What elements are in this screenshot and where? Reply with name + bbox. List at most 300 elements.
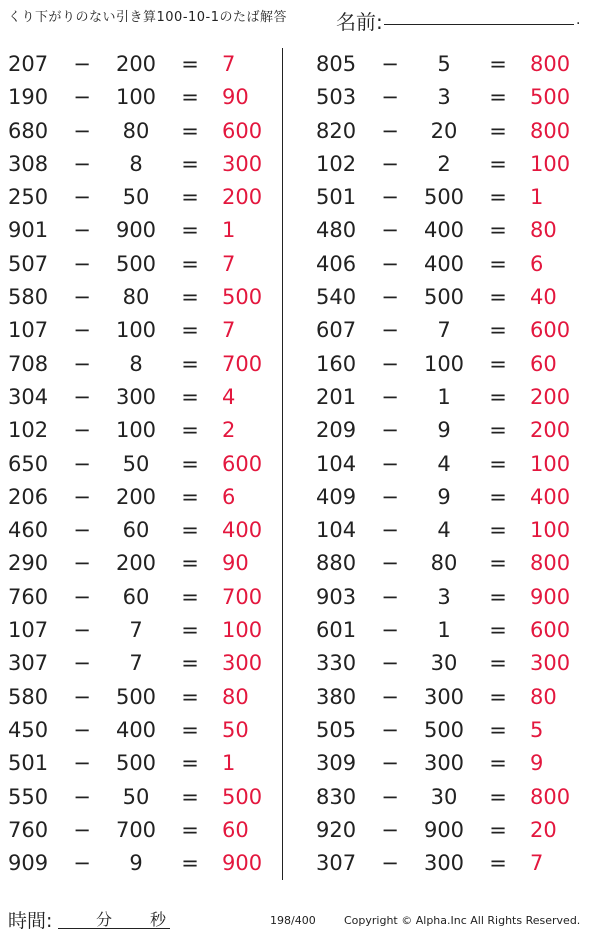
minus-sign: − — [381, 318, 399, 343]
minuend: 550 — [8, 784, 49, 809]
subtrahend: 50 — [122, 451, 150, 476]
answer: 1 — [530, 185, 544, 210]
equals-sign: = — [181, 418, 199, 443]
minus-sign: − — [381, 484, 399, 509]
answer: 50 — [222, 717, 249, 742]
problem-row — [308, 448, 600, 481]
equals-sign: = — [181, 451, 199, 476]
minuend: 107 — [8, 618, 49, 643]
answer: 5 — [530, 717, 544, 742]
minus-sign: − — [73, 817, 91, 842]
problem-row — [0, 547, 282, 580]
minuend: 309 — [316, 751, 357, 776]
minus-sign: − — [381, 151, 399, 176]
minus-sign: − — [73, 784, 91, 809]
answer: 600 — [222, 118, 263, 143]
minuend: 409 — [316, 484, 357, 509]
problem-row — [308, 614, 600, 647]
subtrahend: 3 — [437, 85, 451, 110]
minuend: 501 — [8, 751, 49, 776]
answer: 90 — [222, 85, 249, 110]
equals-sign: = — [181, 318, 199, 343]
answer: 60 — [530, 351, 557, 376]
minuend: 507 — [8, 251, 49, 276]
answer: 80 — [530, 218, 557, 243]
subtrahend: 500 — [423, 285, 465, 310]
answer: 1 — [222, 218, 236, 243]
equals-sign: = — [181, 218, 199, 243]
problem-row — [0, 781, 282, 814]
answer: 600 — [530, 318, 571, 343]
answer: 7 — [222, 318, 236, 343]
minuend: 307 — [316, 851, 357, 876]
worksheet-title: くり下がりのない引き算100-10-1のたば解答 — [8, 10, 288, 25]
equals-sign: = — [489, 618, 507, 643]
minuend: 805 — [316, 52, 357, 76]
problem-row — [308, 647, 600, 680]
subtrahend: 200 — [115, 52, 157, 76]
minuend: 580 — [8, 684, 49, 709]
page-number: 198/400 — [270, 914, 316, 927]
minus-sign: − — [73, 151, 91, 176]
answer: 1 — [222, 751, 236, 776]
minuend: 820 — [316, 118, 357, 143]
minuend: 580 — [8, 285, 49, 310]
problem-row — [0, 148, 282, 181]
minuend: 601 — [316, 618, 357, 643]
equals-sign: = — [489, 318, 507, 343]
minuend: 290 — [8, 551, 49, 576]
equals-sign: = — [181, 185, 199, 210]
minuend: 503 — [316, 85, 357, 110]
problem-row — [308, 547, 600, 580]
problem-row — [0, 414, 282, 447]
equals-sign: = — [181, 717, 199, 742]
minuend: 450 — [8, 717, 49, 742]
minuend: 250 — [8, 185, 49, 210]
minuend: 206 — [8, 484, 49, 509]
name-label: 名前: — [336, 10, 383, 34]
answer: 900 — [222, 851, 263, 876]
equals-sign: = — [489, 484, 507, 509]
equals-sign: = — [489, 151, 507, 176]
minus-sign: − — [381, 451, 399, 476]
equals-sign: = — [489, 251, 507, 276]
subtrahend: 7 — [129, 618, 143, 643]
problem-row — [308, 181, 600, 214]
subtrahend: 8 — [129, 151, 143, 176]
minus-sign: − — [73, 651, 91, 676]
problem-row — [0, 381, 282, 414]
minutes-label: 分 — [96, 910, 113, 929]
problem-row — [0, 348, 282, 381]
problem-row — [0, 248, 282, 281]
subtrahend: 500 — [115, 251, 157, 276]
answer: 900 — [530, 584, 571, 609]
minus-sign: − — [381, 185, 399, 210]
equals-sign: = — [181, 684, 199, 709]
subtrahend: 80 — [122, 285, 150, 310]
problem-row — [308, 514, 600, 547]
minus-sign: − — [381, 618, 399, 643]
answer: 400 — [530, 484, 571, 509]
equals-sign: = — [489, 584, 507, 609]
problem-row — [308, 281, 600, 314]
problem-row — [308, 581, 600, 614]
minuend: 903 — [316, 584, 357, 609]
minuend: 909 — [8, 851, 49, 876]
minus-sign: − — [381, 52, 399, 76]
equals-sign: = — [181, 351, 199, 376]
problem-row — [0, 314, 282, 347]
subtrahend: 300 — [423, 851, 465, 876]
answer: 700 — [222, 584, 263, 609]
problem-row — [0, 847, 282, 880]
minus-sign: − — [381, 351, 399, 376]
subtrahend: 300 — [423, 684, 465, 709]
subtrahend: 8 — [129, 351, 143, 376]
equals-sign: = — [181, 384, 199, 409]
answer: 700 — [222, 351, 263, 376]
equals-sign: = — [181, 751, 199, 776]
minuend: 201 — [316, 384, 357, 409]
subtrahend: 500 — [423, 185, 465, 210]
subtrahend: 900 — [423, 817, 465, 842]
minus-sign: − — [73, 318, 91, 343]
problem-row — [0, 681, 282, 714]
subtrahend: 3 — [437, 584, 451, 609]
equals-sign: = — [489, 717, 507, 742]
subtrahend: 100 — [115, 418, 157, 443]
problem-row — [0, 81, 282, 114]
minuend: 330 — [316, 651, 357, 676]
problem-row — [0, 481, 282, 514]
minuend: 207 — [8, 52, 49, 76]
answer: 6 — [222, 484, 236, 509]
answer: 300 — [530, 651, 571, 676]
subtrahend: 7 — [129, 651, 143, 676]
minus-sign: − — [381, 817, 399, 842]
problem-row — [308, 481, 600, 514]
minus-sign: − — [381, 717, 399, 742]
equals-sign: = — [489, 784, 507, 809]
subtrahend: 200 — [115, 551, 157, 576]
minus-sign: − — [73, 185, 91, 210]
subtrahend: 200 — [115, 484, 157, 509]
answer: 200 — [530, 418, 571, 443]
equals-sign: = — [181, 851, 199, 876]
problem-row — [308, 781, 600, 814]
minuend: 480 — [316, 218, 357, 243]
minus-sign: − — [381, 518, 399, 543]
minuend: 460 — [8, 518, 49, 543]
problem-row — [0, 581, 282, 614]
minus-sign: − — [381, 418, 399, 443]
problem-row — [308, 48, 600, 81]
problem-row — [0, 814, 282, 847]
subtrahend: 100 — [115, 85, 157, 110]
subtrahend: 100 — [115, 318, 157, 343]
minuend: 190 — [8, 85, 49, 110]
subtrahend: 60 — [122, 584, 150, 609]
minus-sign: − — [381, 784, 399, 809]
minus-sign: − — [73, 418, 91, 443]
problem-row — [0, 614, 282, 647]
equals-sign: = — [181, 817, 199, 842]
minus-sign: − — [73, 684, 91, 709]
subtrahend: 30 — [430, 784, 458, 809]
answer: 9 — [530, 751, 544, 776]
subtrahend: 700 — [115, 817, 157, 842]
minuend: 680 — [8, 118, 49, 143]
minuend: 501 — [316, 185, 357, 210]
problem-row — [308, 847, 600, 880]
minus-sign: − — [381, 651, 399, 676]
minus-sign: − — [73, 85, 91, 110]
problem-row — [308, 248, 600, 281]
minus-sign: − — [73, 717, 91, 742]
minus-sign: − — [73, 384, 91, 409]
subtrahend: 9 — [437, 484, 451, 509]
column-divider — [282, 48, 283, 880]
problem-row — [0, 448, 282, 481]
subtrahend: 500 — [423, 717, 465, 742]
minus-sign: − — [73, 751, 91, 776]
copyright: Copyright © Alpha.Inc All Rights Reserved. — [344, 914, 581, 927]
equals-sign: = — [181, 651, 199, 676]
minus-sign: − — [381, 551, 399, 576]
minus-sign: − — [73, 218, 91, 243]
equals-sign: = — [181, 151, 199, 176]
subtrahend: 80 — [122, 118, 150, 143]
answer: 800 — [530, 784, 571, 809]
minuend: 650 — [8, 451, 49, 476]
minus-sign: − — [381, 118, 399, 143]
equals-sign: = — [181, 52, 199, 76]
answer: 100 — [222, 618, 263, 643]
answer: 100 — [530, 518, 571, 543]
subtrahend: 4 — [437, 518, 451, 543]
problem-row — [308, 814, 600, 847]
equals-sign: = — [181, 484, 199, 509]
minuend: 505 — [316, 717, 357, 742]
subtrahend: 300 — [115, 384, 157, 409]
problem-row — [0, 647, 282, 680]
answer: 200 — [530, 384, 571, 409]
problem-row — [0, 115, 282, 148]
minus-sign: − — [381, 684, 399, 709]
minuend: 160 — [316, 351, 357, 376]
equals-sign: = — [489, 52, 507, 76]
answer: 7 — [222, 251, 236, 276]
minus-sign: − — [73, 551, 91, 576]
equals-sign: = — [489, 418, 507, 443]
answer: 80 — [530, 684, 557, 709]
equals-sign: = — [181, 118, 199, 143]
equals-sign: = — [181, 85, 199, 110]
minuend: 760 — [8, 584, 49, 609]
subtrahend: 60 — [122, 518, 150, 543]
subtrahend: 4 — [437, 451, 451, 476]
equals-sign: = — [489, 817, 507, 842]
minus-sign: − — [73, 118, 91, 143]
subtrahend: 1 — [437, 384, 451, 409]
problem-row — [308, 81, 600, 114]
equals-sign: = — [489, 118, 507, 143]
minuend: 308 — [8, 151, 49, 176]
minuend: 307 — [8, 651, 49, 676]
equals-sign: = — [489, 185, 507, 210]
problem-row — [308, 214, 600, 247]
minus-sign: − — [73, 285, 91, 310]
problem-row — [0, 714, 282, 747]
subtrahend: 80 — [430, 551, 458, 576]
subtrahend: 900 — [115, 218, 157, 243]
minuend: 880 — [316, 551, 357, 576]
answer: 4 — [222, 384, 236, 409]
subtrahend: 1 — [437, 618, 451, 643]
answer: 500 — [530, 85, 571, 110]
minuend: 830 — [316, 784, 357, 809]
subtrahend: 7 — [437, 318, 451, 343]
subtrahend: 500 — [115, 684, 157, 709]
equals-sign: = — [181, 784, 199, 809]
equals-sign: = — [181, 251, 199, 276]
equals-sign: = — [489, 218, 507, 243]
subtrahend: 400 — [115, 717, 157, 742]
problem-row — [308, 414, 600, 447]
answer: 600 — [222, 451, 263, 476]
minus-sign: − — [381, 584, 399, 609]
problem-row — [0, 281, 282, 314]
subtrahend: 9 — [129, 851, 143, 876]
minuend: 104 — [316, 451, 357, 476]
subtrahend: 20 — [430, 118, 458, 143]
equals-sign: = — [489, 351, 507, 376]
minus-sign: − — [73, 518, 91, 543]
minuend: 708 — [8, 351, 49, 376]
equals-sign: = — [489, 518, 507, 543]
equals-sign: = — [489, 651, 507, 676]
problem-row — [308, 348, 600, 381]
subtrahend: 30 — [430, 651, 458, 676]
minuend: 102 — [316, 151, 357, 176]
answer: 400 — [222, 518, 263, 543]
equals-sign: = — [181, 285, 199, 310]
equals-sign: = — [181, 518, 199, 543]
minus-sign: − — [73, 584, 91, 609]
problem-row — [0, 514, 282, 547]
answer: 90 — [222, 551, 249, 576]
problem-row — [308, 314, 600, 347]
name-field-dot: . — [576, 12, 581, 28]
minuend: 540 — [316, 285, 357, 310]
equals-sign: = — [489, 751, 507, 776]
minus-sign: − — [381, 85, 399, 110]
subtrahend: 100 — [423, 351, 465, 376]
equals-sign: = — [489, 384, 507, 409]
answer: 7 — [222, 52, 236, 76]
answer: 100 — [530, 451, 571, 476]
answer: 20 — [530, 817, 557, 842]
minus-sign: − — [381, 285, 399, 310]
problem-row — [308, 714, 600, 747]
problem-row — [308, 148, 600, 181]
subtrahend: 2 — [437, 151, 451, 176]
minuend: 380 — [316, 684, 357, 709]
answer: 600 — [530, 618, 571, 643]
answer: 80 — [222, 684, 249, 709]
equals-sign: = — [181, 551, 199, 576]
problem-row — [0, 181, 282, 214]
equals-sign: = — [489, 285, 507, 310]
answer: 6 — [530, 251, 544, 276]
time-label: 時間: — [8, 910, 53, 932]
problem-row — [308, 381, 600, 414]
equals-sign: = — [489, 451, 507, 476]
minuend: 901 — [8, 218, 49, 243]
minus-sign: − — [73, 851, 91, 876]
minus-sign: − — [381, 851, 399, 876]
problem-row — [308, 681, 600, 714]
seconds-label: 秒 — [150, 910, 167, 929]
subtrahend: 50 — [122, 784, 150, 809]
answer: 60 — [222, 817, 249, 842]
answer: 800 — [530, 52, 571, 76]
problem-column-left — [0, 48, 282, 880]
problem-row — [0, 747, 282, 780]
minus-sign: − — [73, 251, 91, 276]
subtrahend: 5 — [437, 52, 451, 76]
subtrahend: 500 — [115, 751, 157, 776]
subtrahend: 400 — [423, 251, 465, 276]
subtrahend: 50 — [122, 185, 150, 210]
problem-row — [0, 214, 282, 247]
answer: 2 — [222, 418, 236, 443]
subtrahend: 300 — [423, 751, 465, 776]
minuend: 304 — [8, 384, 49, 409]
answer: 800 — [530, 551, 571, 576]
name-field-line[interactable] — [384, 24, 574, 25]
answer: 40 — [530, 285, 557, 310]
problem-column-right — [308, 48, 600, 880]
equals-sign: = — [489, 551, 507, 576]
minuend: 920 — [316, 817, 357, 842]
minus-sign: − — [73, 52, 91, 76]
minuend: 760 — [8, 817, 49, 842]
minus-sign: − — [73, 451, 91, 476]
answer: 500 — [222, 285, 263, 310]
minus-sign: − — [381, 384, 399, 409]
minuend: 104 — [316, 518, 357, 543]
answer: 300 — [222, 651, 263, 676]
answer: 800 — [530, 118, 571, 143]
minuend: 406 — [316, 251, 357, 276]
equals-sign: = — [181, 584, 199, 609]
minuend: 107 — [8, 318, 49, 343]
equals-sign: = — [489, 85, 507, 110]
minus-sign: − — [73, 484, 91, 509]
minus-sign: − — [381, 218, 399, 243]
answer: 300 — [222, 151, 263, 176]
equals-sign: = — [489, 851, 507, 876]
equals-sign: = — [181, 618, 199, 643]
minuend: 209 — [316, 418, 357, 443]
minus-sign: − — [73, 351, 91, 376]
problem-row — [0, 48, 282, 81]
minus-sign: − — [381, 251, 399, 276]
subtrahend: 9 — [437, 418, 451, 443]
